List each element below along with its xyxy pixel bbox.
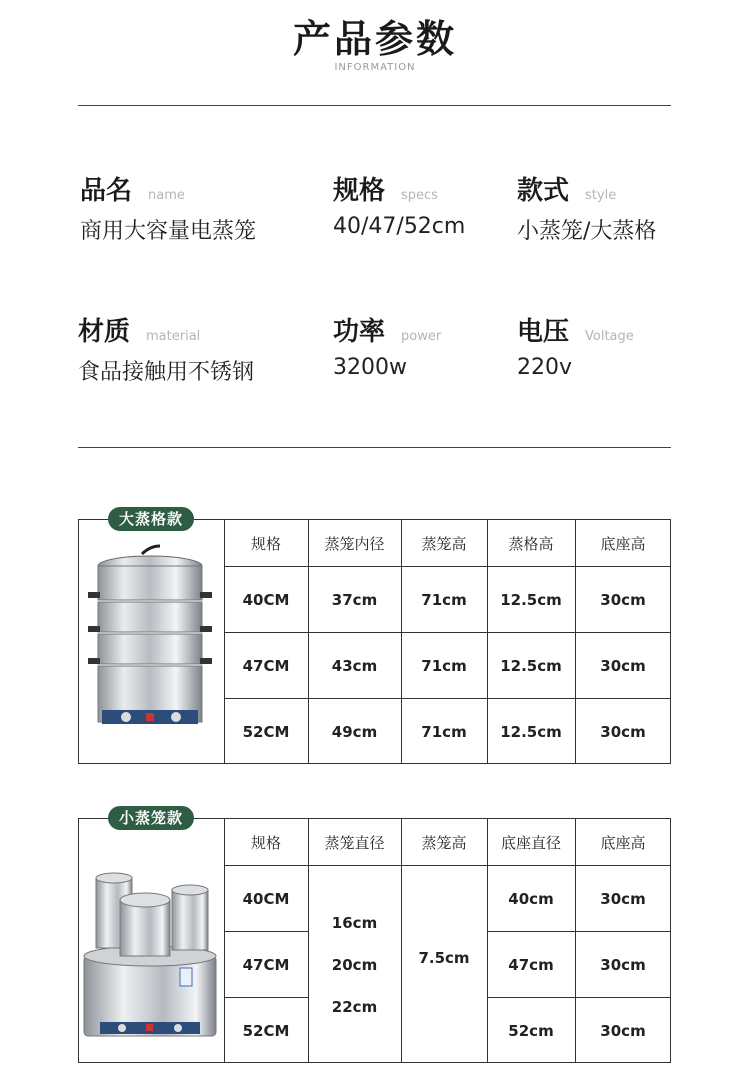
param-name xyxy=(80,170,257,244)
param-label: 规格 xyxy=(333,176,386,206)
param-en-label: style xyxy=(585,188,617,203)
param-voltage xyxy=(517,311,634,380)
param-specs xyxy=(333,170,466,239)
page-subtitle: INFORMATION xyxy=(334,62,416,73)
table-cell: 30cm xyxy=(600,656,646,675)
table-badge: 大蒸格款 xyxy=(108,507,194,531)
large-steamer-image xyxy=(84,544,216,744)
table-header: 蒸笼高 xyxy=(421,534,467,553)
table-cell: 37cm xyxy=(331,590,378,609)
table-cell: 47CM xyxy=(242,656,290,675)
table-cell: 52cm xyxy=(508,1021,554,1040)
table-cell: 30cm xyxy=(600,955,646,974)
page-title: 产品参数 xyxy=(292,17,457,61)
param-label: 品名 xyxy=(80,176,133,206)
table-cell: 43cm xyxy=(331,656,378,675)
param-en-label: specs xyxy=(401,188,438,203)
table-cell: 40cm xyxy=(508,889,554,908)
table-cell: 71cm xyxy=(421,722,467,741)
table-cell: 40CM xyxy=(242,889,290,908)
table-cell: 30cm xyxy=(600,590,646,609)
param-value: 小蒸笼/大蒸格 xyxy=(517,219,657,244)
table-cell: 30cm xyxy=(600,1021,646,1040)
table-cell: 20cm xyxy=(331,955,378,974)
table-cell: 49cm xyxy=(331,722,378,741)
table-header: 蒸笼直径 xyxy=(324,833,385,852)
param-style xyxy=(517,170,657,244)
merged-diameter-cell xyxy=(308,866,401,1063)
param-material xyxy=(78,311,255,385)
merged-height-cell: 7.5cm xyxy=(418,949,470,967)
table-header: 蒸笼高 xyxy=(421,833,467,852)
table-cell: 71cm xyxy=(421,590,467,609)
param-en-label: material xyxy=(146,329,201,344)
param-en-label: name xyxy=(148,188,185,203)
table-cell: 12.5cm xyxy=(500,656,562,675)
table-cell: 30cm xyxy=(600,889,646,908)
table-cell: 52CM xyxy=(242,722,290,741)
param-value: 食品接触用不锈钢 xyxy=(78,360,255,385)
table-cell: 47CM xyxy=(242,955,290,974)
table-cell: 12.5cm xyxy=(500,590,562,609)
param-en-label: power xyxy=(401,329,442,344)
param-label: 功率 xyxy=(333,317,386,347)
table-header: 底座直径 xyxy=(500,833,561,852)
table-cell: 71cm xyxy=(421,656,467,675)
param-label: 材质 xyxy=(78,317,131,347)
table-cell: 47cm xyxy=(508,955,554,974)
param-value: 220v xyxy=(517,355,573,380)
param-value: 40/47/52cm xyxy=(333,214,466,239)
divider xyxy=(78,447,671,448)
param-en-label: Voltage xyxy=(585,329,634,344)
param-label: 电压 xyxy=(517,317,570,347)
table-badge: 小蒸笼款 xyxy=(108,806,194,830)
table-header: 蒸格高 xyxy=(508,534,554,553)
divider xyxy=(78,105,671,106)
param-power xyxy=(333,311,442,380)
table-cell: 30cm xyxy=(600,722,646,741)
small-steamer-image xyxy=(80,864,220,1044)
param-value: 商用大容量电蒸笼 xyxy=(80,219,257,244)
table-cell: 22cm xyxy=(331,997,378,1016)
table-header: 规格 xyxy=(250,833,281,852)
table-cell: 40CM xyxy=(242,590,290,609)
table-cell: 16cm xyxy=(331,913,378,932)
table-header: 蒸笼内径 xyxy=(324,534,385,553)
table-header: 规格 xyxy=(250,534,281,553)
param-value: 3200w xyxy=(333,355,407,380)
param-label: 款式 xyxy=(517,176,570,206)
table-header: 底座高 xyxy=(600,833,646,852)
table-cell: 12.5cm xyxy=(500,722,562,741)
table-header: 底座高 xyxy=(600,534,646,553)
table-cell: 52CM xyxy=(242,1021,290,1040)
